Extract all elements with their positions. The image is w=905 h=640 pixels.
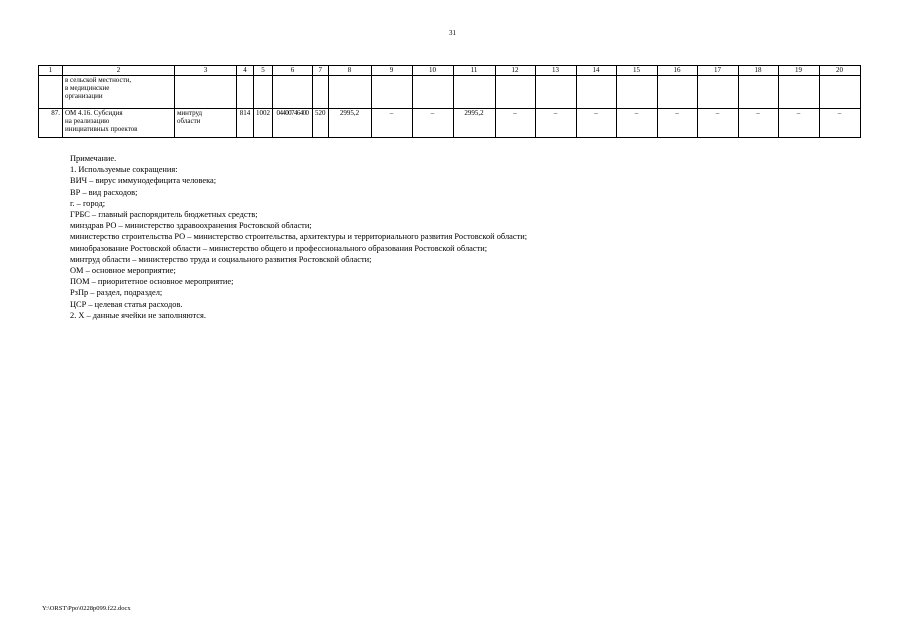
table-cell — [313, 76, 329, 109]
notes-section — [70, 153, 527, 321]
header-cell: 11 — [453, 66, 495, 76]
note-line: РзПр – раздел, подраздел; — [70, 288, 163, 298]
table-cell: в сельской местности, в медицинские организации — [63, 76, 175, 109]
table-cell — [576, 76, 616, 109]
header-cell: 2 — [63, 66, 175, 76]
table-row — [39, 76, 861, 109]
table-cell — [535, 76, 576, 109]
table-cell: – — [657, 109, 697, 138]
header-cell: 7 — [313, 66, 329, 76]
file-path-footer: Y:\ORST\Ppo\0228p099.f22.docx — [42, 605, 131, 612]
table-cell: минтруд области — [175, 109, 237, 138]
header-cell: 1 — [39, 66, 63, 76]
note-line: ПОМ – приоритетное основное мероприятие; — [70, 277, 234, 287]
header-cell: 9 — [371, 66, 412, 76]
note-line: ОМ – основное мероприятие; — [70, 266, 176, 276]
table-cell — [175, 76, 237, 109]
header-cell: 10 — [412, 66, 453, 76]
table-cell — [453, 76, 495, 109]
table-cell: – — [697, 109, 738, 138]
table-cell: 2995,2 — [453, 109, 495, 138]
note-line: ВИЧ – вирус иммунодефицита человека; — [70, 176, 217, 186]
table-cell: – — [371, 109, 412, 138]
header-cell: 4 — [237, 66, 254, 76]
table-cell: 520 — [313, 109, 329, 138]
header-cell: 15 — [616, 66, 657, 76]
table-cell: – — [738, 109, 778, 138]
table-cell — [412, 76, 453, 109]
header-cell: 16 — [657, 66, 697, 76]
table-cell — [328, 76, 371, 109]
header-cell: 14 — [576, 66, 616, 76]
note-line: 1. Используемые сокращения: — [70, 165, 178, 175]
table-cell: 814 — [237, 109, 254, 138]
header-cell: 3 — [175, 66, 237, 76]
header-cell: 17 — [697, 66, 738, 76]
header-cell: 18 — [738, 66, 778, 76]
header-cell: 8 — [328, 66, 371, 76]
table-cell: 2995,2 — [328, 109, 371, 138]
table-cell: ОМ 4.16. Субсидия на реализацию инициативных проектов — [63, 109, 175, 138]
note-line: 2. Х – данные ячейки не заполняются. — [70, 310, 206, 320]
table-cell — [819, 76, 860, 109]
table-cell — [495, 76, 535, 109]
table-cell — [237, 76, 254, 109]
notes-title: Примечание. — [70, 154, 117, 163]
table-cell: – — [495, 109, 535, 138]
table-cell: – — [576, 109, 616, 138]
table-cell: 04400746400 — [273, 109, 313, 138]
header-cell: 19 — [778, 66, 819, 76]
note-line: минздрав РО – министерство здравоохранения Ростовской области; — [70, 221, 312, 231]
table-cell — [616, 76, 657, 109]
header-cell: 12 — [495, 66, 535, 76]
note-line: минобразование Ростовской области – министерство общего и профессионального образования Ростовской области; — [70, 243, 488, 253]
table-cell — [273, 76, 313, 109]
table-cell — [371, 76, 412, 109]
table-cell: – — [535, 109, 576, 138]
note-line: ВР – вид расходов; — [70, 187, 138, 197]
header-cell: 6 — [273, 66, 313, 76]
note-line: г. – город; — [70, 198, 106, 208]
table-cell — [254, 76, 273, 109]
note-line: ЦСР – целевая статья расходов. — [70, 299, 183, 309]
table-cell — [657, 76, 697, 109]
table-row — [39, 109, 861, 138]
table-cell: – — [778, 109, 819, 138]
header-cell: 20 — [819, 66, 860, 76]
page-number: 31 — [449, 29, 456, 37]
header-cell: 5 — [254, 66, 273, 76]
table-cell — [697, 76, 738, 109]
table-cell: – — [819, 109, 860, 138]
table-cell — [778, 76, 819, 109]
note-line: министерство строительства РО – министерство строительства, архитектуры и территориального развития Ростовской области; — [70, 232, 528, 242]
table-header-row — [39, 66, 861, 76]
budget-table — [38, 65, 861, 138]
table-cell: 1002 — [254, 109, 273, 138]
note-line: ГРБС – главный распорядитель бюджетных средств; — [70, 210, 258, 220]
table-cell — [39, 76, 63, 109]
header-cell: 13 — [535, 66, 576, 76]
note-line: минтруд области – министерство труда и социального развития Ростовской области; — [70, 254, 372, 264]
table-cell: – — [412, 109, 453, 138]
table-cell: 87. — [39, 109, 63, 138]
notes-lines — [70, 164, 527, 321]
table-cell — [738, 76, 778, 109]
table-cell: – — [616, 109, 657, 138]
